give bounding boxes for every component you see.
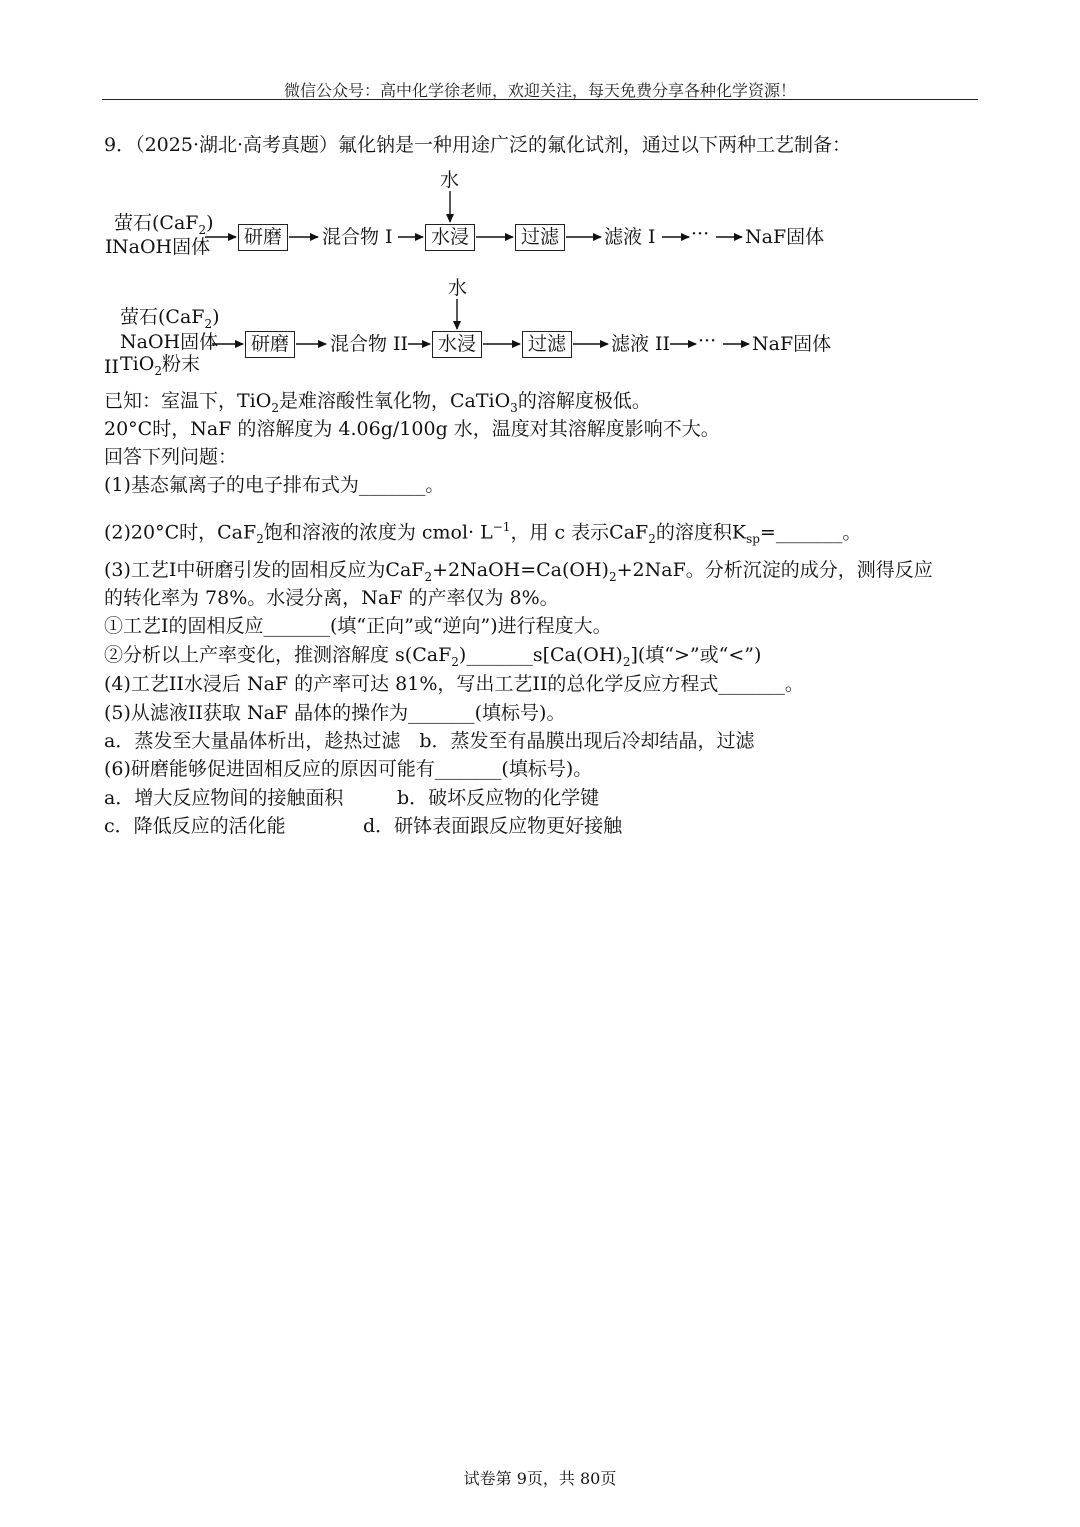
question-5-options: a．蒸发至大量晶体析出，趁热过滤 b．蒸发至有晶膜出现后冷却结晶，过滤 (104, 730, 755, 752)
known-line-2: 20°C时，NaF 的溶解度为 4.06g/100g 水，温度对其溶解度影响不大。 (104, 418, 720, 440)
flow2-mixture: 混合物 II (330, 333, 409, 355)
flow2-filtrate: 滤液 II (611, 333, 671, 355)
question-5: (5)从滤液II获取 NaF 晶体的操作为_______(填标号)。 (104, 702, 566, 724)
question-6-option-d: d．研钵表面跟反应物更好接触 (363, 815, 623, 837)
question-3-part-1: ①工艺I的固相反应_______(填“正向”或“逆向”)进行程度大。 (104, 615, 612, 637)
flow2-roman: II (104, 356, 120, 378)
flow1-input-naoh: NaOH固体 (112, 236, 211, 258)
flow2-step-grind: 研磨 (245, 331, 295, 358)
flow2-product: NaF固体 (752, 333, 832, 355)
question-6-option-c: c．降低反应的活化能 (104, 815, 286, 837)
flow2-water-label: 水 (448, 277, 468, 299)
question-3-part-2: ②分析以上产率变化，推测溶解度 $s(CaF_2)\_\_\_\_\_\_\_s[Ca(OH)_2]$(填“>”或“<”) (104, 644, 762, 669)
question-6-option-a: a．增大反应物间的接触面积 (104, 787, 344, 809)
flow1-step-grind: 研磨 (238, 224, 288, 251)
flow2-input-naoh: NaOH固体 (120, 331, 219, 353)
flow1-input-fluorite: 萤石(CaF$_2$) (114, 212, 214, 237)
question-1: (1)基态氟离子的电子排布式为_______。 (104, 474, 445, 496)
flow1-roman: I (105, 236, 113, 258)
flow2-dots: ··· (698, 330, 717, 352)
flow2-step-filter: 过滤 (522, 331, 572, 358)
flow2-input-fluorite: 萤石(CaF$_2$) (120, 306, 220, 331)
question-6: (6)研磨能够促进固相反应的原因可能有_______(填标号)。 (104, 758, 593, 780)
flow1-step-leach: 水浸 (425, 224, 475, 251)
answer-prompt: 回答下列问题： (104, 446, 238, 468)
flow1-step-filter: 过滤 (515, 224, 565, 251)
question-3-line-2: 的转化率为 78%。水浸分离，NaF 的产率仅为 8%。 (104, 587, 559, 609)
flow2-input-tio2: TiO$_2$粉末 (120, 353, 200, 378)
page-header: 微信公众号：高中化学徐老师，欢迎关注，每天免费分享各种化学资源！ (283, 81, 796, 100)
question-2: (2)20°C时，CaF$_2$饱和溶液的浓度为 cmol· $L^{-1}$，用 c 表示CaF$_2$的溶度积$K_{sp}=\_\_\_\_\_\_\_$。 (104, 520, 862, 547)
question-title: 9．（2025·湖北·高考真题）氟化钠是一种用途广泛的氟化试剂，通过以下两种工艺制备： (104, 134, 852, 156)
flow1-dots: ··· (691, 223, 710, 245)
flow1-water-label: 水 (440, 169, 460, 191)
question-3: (3)工艺I中研磨引发的固相反应为$CaF_2+2NaOH=Ca(OH)_2+2NaF$。分析沉淀的成分，测得反应 (104, 559, 933, 584)
question-4: (4)工艺II水浸后 NaF 的产率可达 81%，写出工艺II的总化学反应方程式_______。 (104, 673, 804, 695)
page-footer: 试卷第 9页，共 80页 (463, 1469, 617, 1488)
flow1-filtrate: 滤液 I (604, 226, 656, 248)
flow2-step-leach: 水浸 (432, 331, 482, 358)
question-6-option-b: b．破坏反应物的化学键 (397, 787, 600, 809)
known-line-1: 已知：室温下，TiO$_2$是难溶酸性氧化物，CaTiO$_3$的溶解度极低。 (104, 390, 651, 415)
flow1-product: NaF固体 (745, 226, 825, 248)
flow1-mixture: 混合物 I (322, 226, 393, 248)
